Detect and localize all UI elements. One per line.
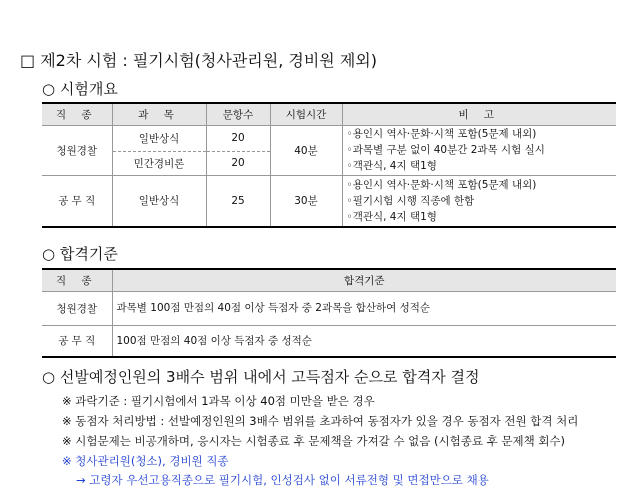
row-count: 25: [206, 175, 270, 227]
remark-line: ◦객관식, 4지 택1형: [346, 210, 437, 223]
remark-line: ◦용인시 역사·문화·시책 포함(5문제 내외): [346, 178, 537, 191]
note-highlight: ※ 청사관리원(청소), 경비원 직종: [62, 454, 229, 468]
section-selection: ○ 선발예정인원의 3배수 범위 내에서 고득점자 순으로 합격자 결정: [42, 368, 480, 386]
section-criteria: ○ 합격기준: [42, 245, 118, 263]
remark-line: ◦용인시 역사·문화·시책 포함(5문제 내외): [346, 128, 537, 140]
criteria-table: [42, 268, 616, 358]
row-subject: 일반상식: [112, 175, 206, 227]
row-job-guard: 청원경찰: [42, 125, 112, 175]
remark-line: ◦과목별 구분 없이 40분간 2과목 시험 실시: [346, 144, 545, 156]
remark-line: ◦객관식, 4지 택1형: [346, 160, 437, 172]
row-criterion: 100점 만점의 40점 이상 득점자 중 성적순: [112, 325, 616, 357]
row-remarks: [342, 175, 616, 227]
row-count: 20: [206, 125, 270, 151]
header-job: 직 종: [42, 103, 112, 125]
note-cutoff: ※ 과락기준 : 필기시험에서 1과목 이상 40점 미만을 받은 경우: [62, 394, 375, 408]
row-job-guard: 청원경찰: [42, 291, 112, 325]
header-subject: 과 목: [112, 103, 206, 125]
note-private: ※ 시험문제는 비공개하며, 응시자는 시험종료 후 문제책을 가져갈 수 없음 (시험종료 후 문제책 회수): [62, 434, 566, 448]
header-job: 직 종: [42, 269, 112, 291]
row-job-worker: 공 무 직: [42, 175, 112, 227]
header-time: 시험시간: [270, 103, 342, 125]
row-subject: 민간경비론: [112, 151, 206, 175]
header-count: 문항수: [206, 103, 270, 125]
row-count: 20: [206, 151, 270, 175]
header-criterion: 합격기준: [112, 269, 616, 291]
remark-line: ◦필기시험 시행 직종에 한함: [346, 194, 475, 207]
exam-title: □ 제2차 시험 : 필기시험(청사관리원, 경비원 제외): [20, 51, 377, 70]
overview-table: [42, 102, 616, 228]
note-tie: ※ 동점자 처리방법 : 선발예정인원의 3배수 범위를 초과하여 동점자가 있을 경우 동점자 전원 합격 처리: [62, 414, 579, 428]
row-remarks: [342, 125, 616, 175]
note-highlight-sub: → 고령자 우선고용직종으로 필기시험, 인성검사 없이 서류전형 및 면접만으로 채용: [76, 473, 489, 487]
row-time: 40분: [270, 125, 342, 175]
row-subject: 일반상식: [112, 125, 206, 151]
row-job-worker: 공 무 직: [42, 325, 112, 357]
section-overview: ○ 시험개요: [42, 80, 118, 98]
header-remark: 비 고: [342, 103, 616, 125]
row-time: 30분: [270, 175, 342, 227]
row-criterion: 과목별 100점 만점의 40점 이상 득점자 중 2과목을 합산하여 성적순: [112, 291, 616, 325]
